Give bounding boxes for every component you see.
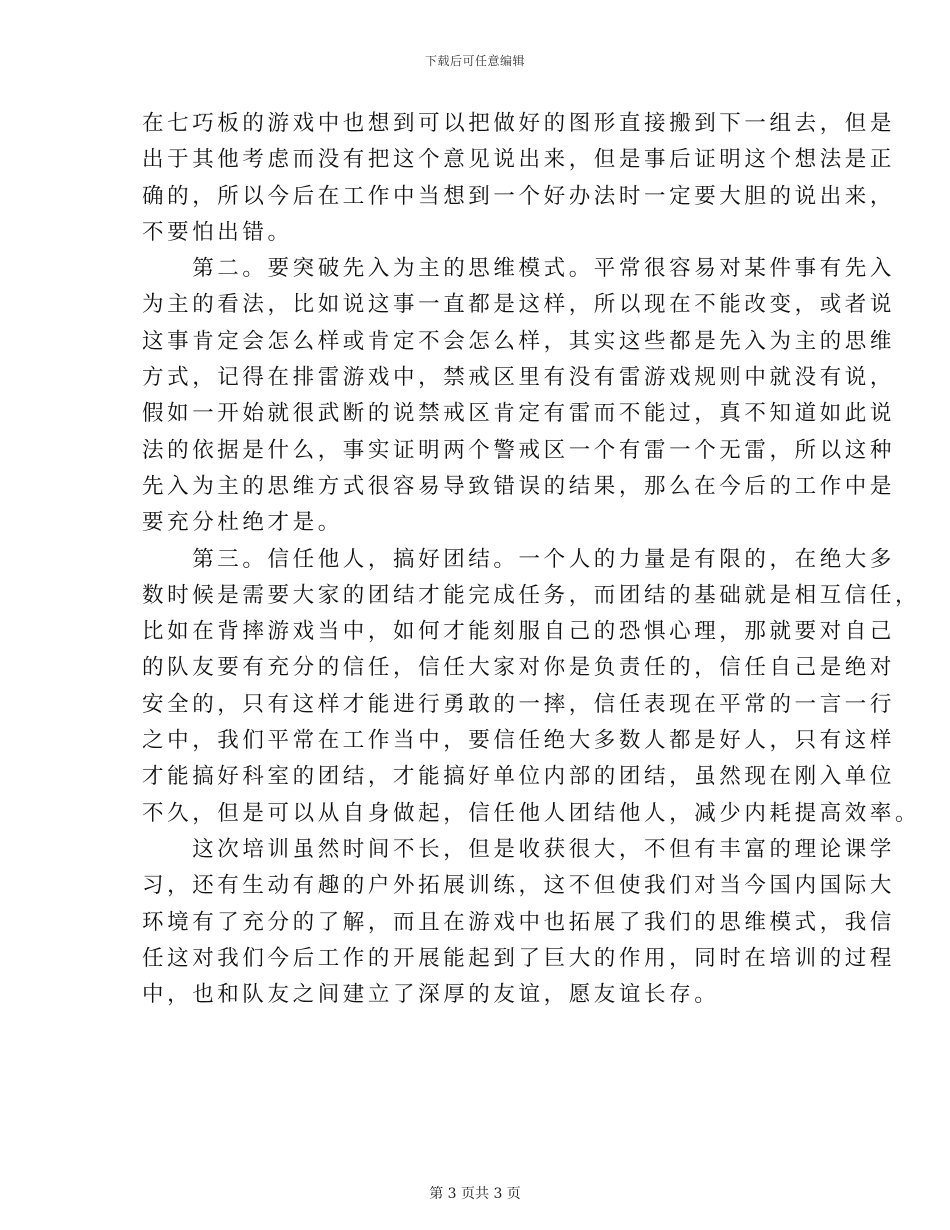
text-line: 中，也和队友之间建立了深厚的友谊，愿友谊长存。 xyxy=(142,982,720,1008)
text-line: 假如一开始就很武断的说禁戒区肯定有雷而不能过，真不知道如此说 xyxy=(142,401,896,427)
text-line: 这事肯定会怎么样或肯定不会怎么样，其实这些都是先入为主的思维 xyxy=(142,328,896,354)
text-line: 任这对我们今后工作的开展能起到了巨大的作用，同时在培训的过程 xyxy=(142,945,896,971)
text-line: 不久，但是可以从自身做起，信任他人团结他人，减少内耗提高效率。 xyxy=(142,800,921,826)
paragraph xyxy=(142,106,896,251)
paragraph xyxy=(142,251,896,541)
page-header: 下载后可任意编辑 xyxy=(424,54,525,68)
text-line: 确的，所以今后在工作中当想到一个好办法时一定要大胆的说出来， xyxy=(142,183,896,209)
text-line: 比如在背摔游戏当中，如何才能刻服自己的恐惧心理，那就要对自己 xyxy=(142,619,896,645)
paragraph xyxy=(142,832,896,1013)
paragraph xyxy=(142,542,921,832)
text-line: 要充分杜绝才是。 xyxy=(142,510,343,536)
text-line: 的队友要有充分的信任，信任大家对你是负责任的，信任自己是绝对 xyxy=(142,655,896,681)
text-line: 这次培训虽然时间不长，但是收获很大，不但有丰富的理论课学 xyxy=(142,836,896,862)
text-line: 不要怕出错。 xyxy=(142,219,293,245)
text-line: 为主的看法，比如说这事一直都是这样，所以现在不能改变，或者说 xyxy=(142,292,896,318)
text-line: 环境有了充分的了解，而且在游戏中也拓展了我们的思维模式，我信 xyxy=(142,909,896,935)
text-line: 数时候是需要大家的团结才能完成任务，而团结的基础就是相互信任， xyxy=(142,582,921,608)
text-line: 先入为主的思维方式很容易导致错误的结果，那么在今后的工作中是 xyxy=(142,473,896,499)
text-line: 出于其他考虑而没有把这个意见说出来，但是事后证明这个想法是正 xyxy=(142,147,896,173)
text-line: 第三。信任他人，搞好团结。一个人的力量是有限的，在绝大多 xyxy=(142,546,896,572)
page-number: 第 3 页共 3 页 xyxy=(429,1186,521,1202)
text-line: 方式，记得在排雷游戏中，禁戒区里有没有雷游戏规则中就没有说， xyxy=(142,365,896,391)
text-line: 才能搞好科室的团结，才能搞好单位内部的团结，虽然现在刚入单位 xyxy=(142,764,896,790)
text-line: 之中，我们平常在工作当中，要信任绝大多数人都是好人，只有这样 xyxy=(142,728,896,754)
text-line: 第二。要突破先入为主的思维模式。平常很容易对某件事有先入 xyxy=(142,256,896,282)
text-line: 法的依据是什么，事实证明两个警戒区一个有雷一个无雷，所以这种 xyxy=(142,437,896,463)
text-line: 在七巧板的游戏中也想到可以把做好的图形直接搬到下一组去，但是 xyxy=(142,111,896,136)
text-line: 安全的，只有这样才能进行勇敢的一摔，信任表现在平常的一言一行 xyxy=(142,691,896,717)
document-body xyxy=(142,106,921,1013)
text-line: 习，还有生动有趣的户外拓展训练，这不但使我们对当今国内国际大 xyxy=(142,873,896,899)
